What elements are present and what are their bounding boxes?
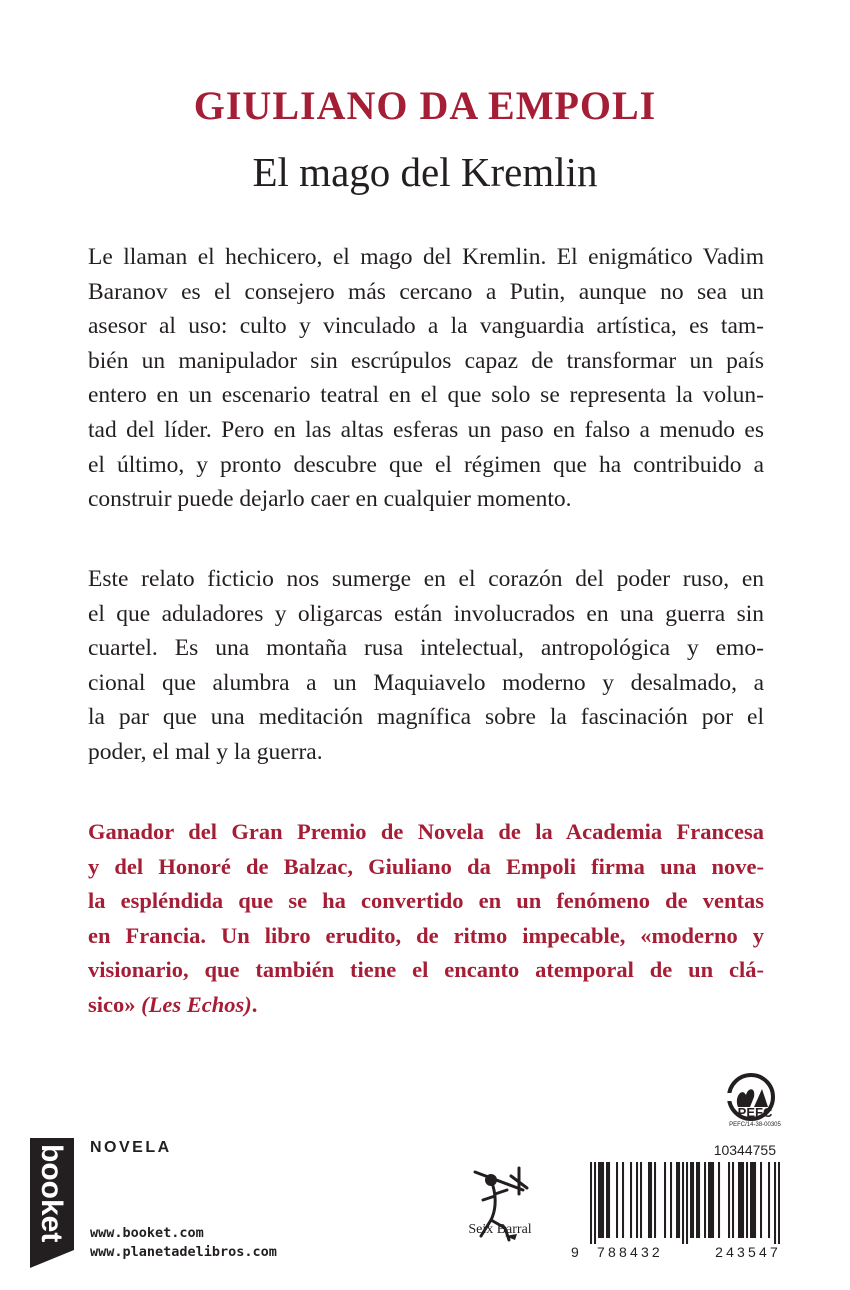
synopsis-paragraph-2 [88,562,764,770]
barcode-bar [640,1162,642,1238]
text-line: poder, el mal y la guerra. [88,738,323,765]
seix-barral-logo-icon [445,1140,555,1270]
barcode-bar [678,1162,680,1238]
barcode-bar [718,1162,720,1238]
text-line: la par que una meditación magnífica sobre la fascinación por el [88,704,764,731]
text-line: Este relato ficticio nos sumerge en el corazón del poder ruso, en [88,566,764,592]
text-line: el que aduladores y oligarcas están involucrados en una guerra sin [88,600,764,627]
barcode-bar [746,1162,748,1238]
barcode-bar [664,1162,666,1238]
barcode-bar [600,1162,602,1238]
barcode-bar [696,1162,698,1238]
url-booket[interactable]: www.booket.com [90,1225,204,1241]
isbn-left-group: 788432 [597,1244,663,1260]
isbn-digits [597,1244,781,1260]
text-line: entero en un escenario teatral en el que solo se representa la volun- [88,382,764,409]
barcode-bar [670,1162,672,1238]
text-line: tad del líder. Pero en las altas esferas un paso en falso a menudo es [88,416,764,443]
url-planetadelibros[interactable]: www.planetadelibros.com [90,1244,277,1260]
genre-label: NOVELA [90,1139,172,1156]
text-line-last [88,988,764,1023]
barcode-bar [616,1162,618,1238]
item-code: 10344755 [713,1142,776,1158]
book-author: GIULIANO DA EMPOLI [193,83,657,128]
barcode-bar [752,1162,754,1238]
barcode-bar [654,1162,656,1238]
barcode-bar [708,1162,710,1238]
barcode-bar [608,1162,610,1238]
synopsis-paragraph-1 [88,240,764,517]
barcode-bar [710,1162,712,1238]
text-line: cuartel. Es una montaña rusa intelectual, antropológica y emo- [88,635,764,662]
barcode-bar [686,1162,688,1244]
booket-logo-text: booket [35,1144,68,1243]
barcode-bar [690,1162,692,1238]
barcode-bar [650,1162,652,1238]
text-line: cional que alumbra a un Maquiavelo moderno y desalmado, a [88,669,764,696]
barcode-bar [590,1162,592,1244]
text-line: asesor al uso: culto y vinculado a la vanguardia artística, es tam- [88,313,764,340]
barcode-bar [712,1162,714,1238]
barcode-bar [750,1162,752,1238]
text-line: la espléndida que se ha convertido en un fenómeno de ventas [88,888,764,914]
imprint-name: Seix Barral [468,1222,532,1237]
award-paragraph [88,815,764,1023]
barcode-bar [636,1162,638,1238]
text-fragment: . [251,991,258,1017]
publisher-urls [90,1224,277,1262]
barcode-bar [742,1162,744,1238]
barcode-bar [698,1162,700,1238]
barcode-bar [740,1162,742,1238]
pefc-label: PEFC [737,1105,773,1120]
book-title: El mago del Kremlin [252,149,598,195]
isbn-barcode [590,1162,780,1244]
pefc-code: PEFC/14-38-00305 [729,1122,781,1128]
text-line: Baranov es el consejero más cercano a Putin, aunque no sea un [88,278,764,305]
barcode-bar [602,1162,604,1238]
barcode-bar [774,1162,776,1244]
isbn-right-group: 243547 [715,1244,781,1260]
text-line: visionario, que también tiene el encanto atemporal de un clá- [88,957,764,983]
text-line: construir puede dejarlo caer en cualquier momento. [88,486,572,513]
barcode-bar [760,1162,762,1238]
barcode-bar [630,1162,632,1238]
text-line: Ganador del Gran Premio de Novela de la Academia Francesa [88,819,764,844]
barcode-bar [648,1162,650,1238]
text-line: bién un manipulador sin escrúpulos capaz de transformar un país [88,347,764,374]
text-line: Le llaman el hechicero, el mago del Kremlin. El enigmático Vadim [88,244,764,270]
barcode-bar [606,1162,608,1238]
barcode-bar [594,1162,596,1244]
text-line: y del Honoré de Balzac, Giuliano da Empoli firma una nove- [88,853,764,879]
source-citation: (Les Echos) [141,991,252,1017]
barcode-bar [682,1162,684,1244]
barcode-bar [768,1162,770,1238]
booket-logo [30,1138,74,1268]
barcode-bar [754,1162,756,1238]
barcode-bar [738,1162,740,1238]
barcode-bar [598,1162,600,1238]
text-line: el último, y pronto descubre que el régimen que ha contribuido a [88,451,764,478]
barcode-bar [732,1162,734,1238]
text-line: en Francia. Un libro erudito, de ritmo impecable, «moderno y [88,922,764,948]
barcode-bar [676,1162,678,1238]
barcode-bar [622,1162,624,1238]
text-fragment: sico» [88,991,136,1017]
isbn-first-digit: 9 [571,1244,579,1260]
barcode-bar [728,1162,730,1238]
barcode-bar [778,1162,780,1244]
barcode-bar [704,1162,706,1238]
barcode-bar [692,1162,694,1238]
